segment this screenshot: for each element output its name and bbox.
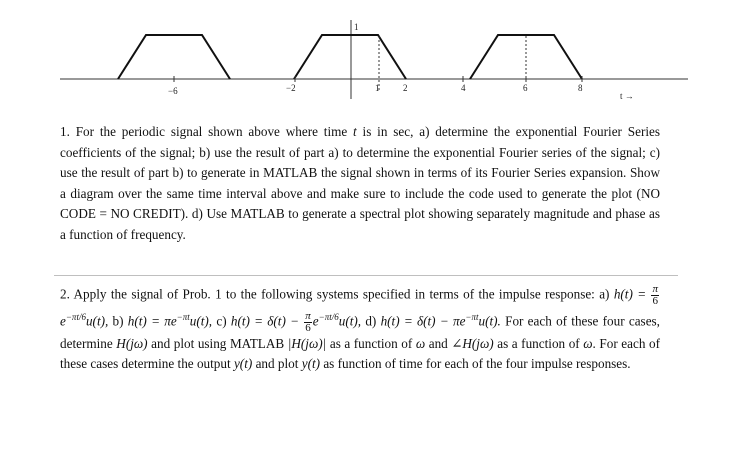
case-d-tail: u(t). (478, 313, 501, 329)
tick-label: 8 (578, 83, 583, 93)
problem-2-intro: 2. Apply the signal of Prob. 1 to the following systems specified in terms of the impulse response: a) (60, 286, 614, 302)
problem-2-text-1: For each of these four cases, determine (60, 313, 660, 351)
problem-1-text-b: is in sec, a) determine the exponential Fourier Series coefficients of the signal; b) use the result of part a) to determine the exponential Fourier series of the signal; c) use the result of part b) to generate in MATLAB the signal shown in terms of its Fourier Series expansion. Show a diagram over the same time interval above and make sure to include the code used to generate the plot (NO CODE = NO CREDIT). d) Use MATLAB to generate a spectral plot showing separately magnitude and phase as a function of frequency. (60, 124, 660, 242)
fraction-denominator: 6 (305, 321, 311, 334)
case-c-exponent: −πt/6 (318, 312, 339, 322)
problem-1-text-a: For the periodic signal shown above where time (75, 124, 354, 139)
problem-2-text-7: and plot (252, 356, 302, 372)
case-c-lhs: h(t) = δ(t) − (230, 313, 304, 329)
case-b: h(t) = πe (127, 313, 177, 329)
problem-2-text-8: as function of time for each of the four impulse responses. (320, 356, 631, 372)
problem-2-text-5: as a function of (493, 335, 584, 351)
output-signal: y(t) (233, 356, 253, 372)
axis-label: t → (620, 91, 634, 101)
periodic-signal-figure (0, 0, 736, 115)
fraction-numerator: π (652, 283, 658, 295)
tick-label: −2 (286, 83, 296, 93)
omega-symbol: ω (583, 335, 593, 351)
section-divider (54, 275, 678, 276)
pi-over-6-fraction (304, 311, 312, 334)
var-t: t (353, 124, 357, 139)
tick-label: 4 (461, 83, 466, 93)
case-b-tail: u(t), (189, 313, 213, 329)
case-c-tail: u(t), (338, 313, 362, 329)
case-a-lhs: h(t) = (613, 286, 651, 302)
problem-1-text (60, 122, 660, 246)
pi-over-6-fraction (651, 284, 659, 307)
problem-2-text-2: and plot using MATLAB (147, 335, 288, 351)
tick-label: 2 (403, 83, 408, 93)
label-b: b) (108, 313, 128, 329)
label-c: c) (212, 313, 231, 329)
omega-symbol: ω (415, 335, 426, 351)
fraction-denominator: 6 (652, 295, 658, 307)
pulse-center (294, 35, 406, 79)
problem-2-text-4: and (425, 335, 452, 351)
problem-2-text-6: . For each of these cases determine the output (60, 335, 660, 372)
tick-label: 6 (523, 83, 528, 93)
problem-1-number: 1. (60, 124, 70, 139)
label-d: d) (361, 313, 377, 329)
problem-2-text (60, 284, 660, 375)
fraction-numerator: π (305, 309, 311, 322)
case-d-exponent: −πt (465, 312, 479, 322)
case-d: h(t) = δ(t) − πe (380, 313, 466, 329)
amplitude-label: 1 (354, 22, 359, 32)
case-a-tail: u(t), (85, 313, 109, 329)
case-a-exp: e (60, 313, 66, 329)
case-a-exponent: −πt/6 (65, 312, 86, 322)
pulse-left (118, 35, 230, 79)
output-signal: y(t) (301, 356, 321, 372)
tick-label: −6 (168, 86, 178, 96)
problem-2-text-3: as a function of (326, 335, 416, 351)
phase-response: ∠H(jω) (451, 335, 494, 351)
transfer-function: H(jω) (116, 335, 148, 351)
tick-label: 1 (375, 83, 380, 93)
case-c-exp: e (312, 313, 319, 329)
magnitude-response: |H(jω)| (287, 335, 327, 351)
case-b-exponent: −πt (176, 312, 190, 322)
